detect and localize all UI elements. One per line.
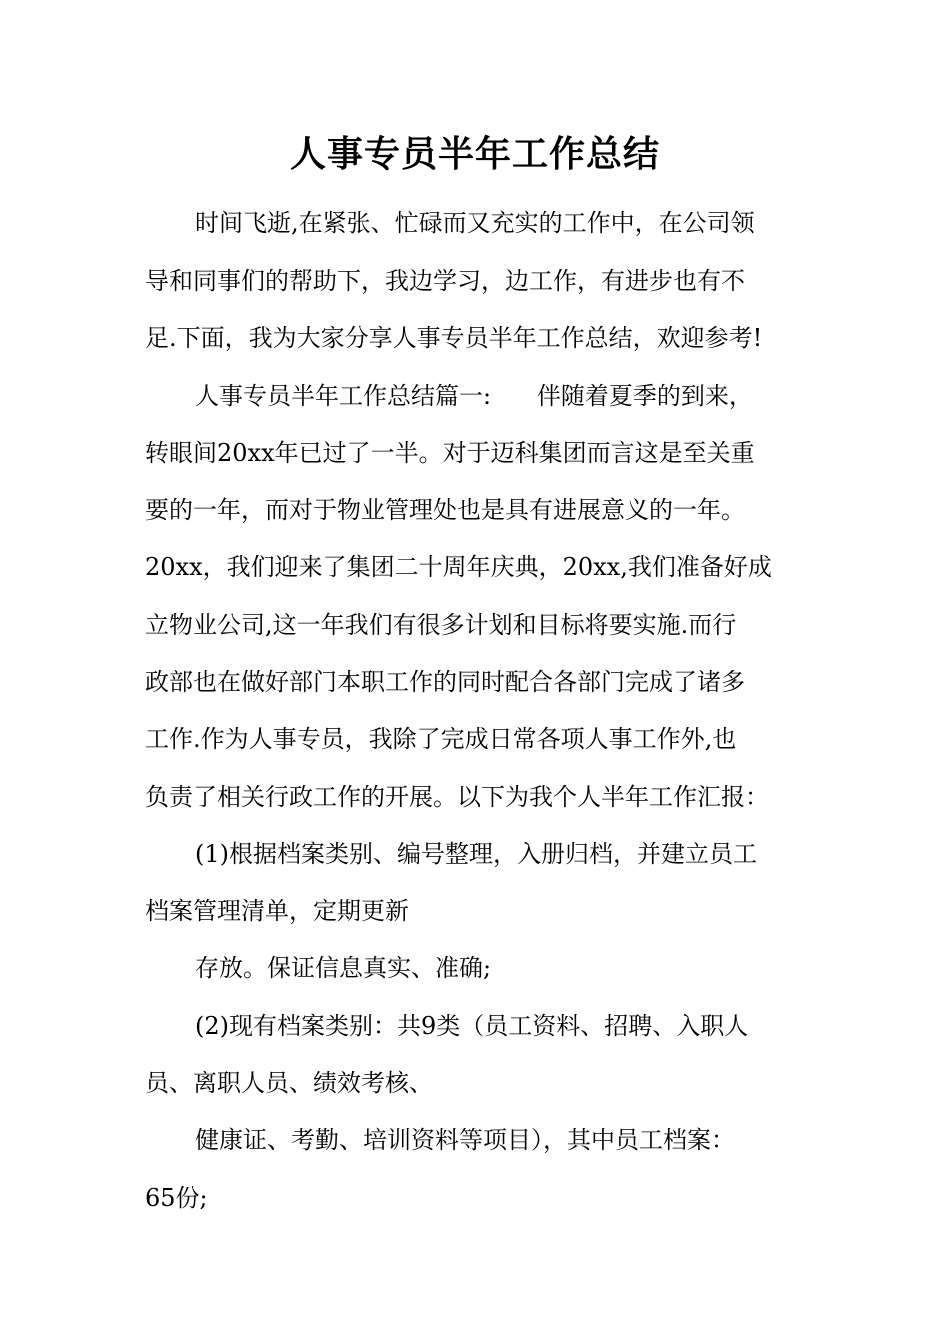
body-line: 要的一年，而对于物业管理处也是具有进展意义的一年。 [145, 496, 745, 524]
body-line: 员、离职人员、绩效考核、 [145, 1069, 433, 1097]
body-line: 人事专员半年工作总结篇一: 伴随着夏季的到来， [195, 382, 753, 410]
body-line: 档案管理清单，定期更新 [145, 897, 409, 925]
body-line: 65份; [145, 1184, 208, 1212]
body-line: 足.下面，我为大家分享人事专员半年工作总结，欢迎参考! [145, 324, 763, 352]
body-line: 负责了相关行政工作的开展。以下为我个人半年工作汇报： [145, 783, 769, 811]
body-line: 政部也在做好部门本职工作的同时配合各部门完成了诸多 [145, 668, 745, 696]
body-line: 20xx，我们迎来了集团二十周年庆典，20xx,我们准备好成 [145, 553, 772, 581]
body-line: 时间飞逝,在紧张、忙碌而又充实的工作中，在公司领 [195, 209, 755, 237]
body-line: 转眼间20xx年已过了一半。对于迈科集团而言这是至关重 [145, 439, 755, 467]
document-title: 人事专员半年工作总结 [289, 133, 660, 175]
body-line: (1)根据档案类别、编号整理，入册归档，并建立员工 [195, 840, 757, 868]
body-line: 健康证、考勤、培训资料等项目），其中员工档案： [195, 1126, 735, 1154]
body-line: 存放。保证信息真实、准确; [195, 954, 492, 982]
body-line: 立物业公司,这一年我们有很多计划和目标将要实施.而行 [145, 611, 737, 639]
body-line: (2)现有档案类别：共9类（员工资料、招聘、入职人 [195, 1012, 749, 1040]
body-line: 工作.作为人事专员，我除了完成日常各项人事工作外,也 [145, 725, 737, 753]
body-line: 导和同事们的帮助下，我边学习，边工作，有进步也有不 [145, 267, 745, 295]
